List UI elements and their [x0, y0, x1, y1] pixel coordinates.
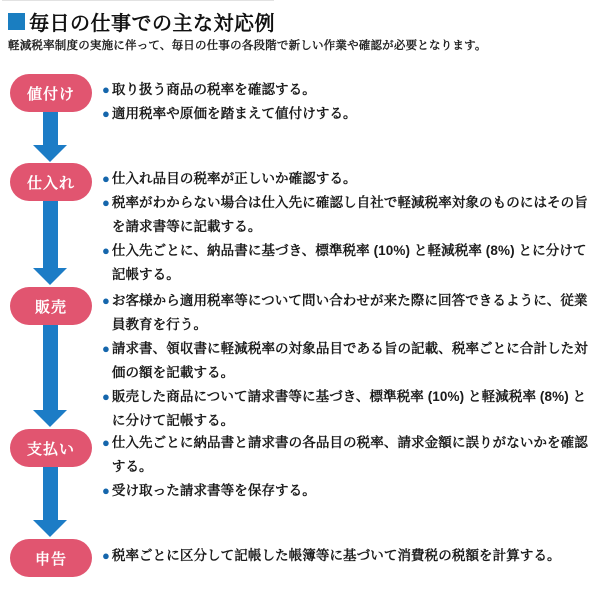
note-text: 適用税率や原価を踏まえて値付けする。 [111, 106, 357, 121]
stage-pill-filing: 申告 [10, 539, 92, 577]
bullet-icon: ● [102, 82, 110, 97]
bullet-icon: ● [102, 106, 110, 121]
stage-notes-pricing [102, 78, 596, 126]
stage-pill-payment: 支払い [10, 429, 92, 467]
stage-pill-pricing: 値付け [10, 74, 92, 112]
note-text: 仕入れ品目の税率が正しいか確認する。 [111, 171, 357, 186]
down-arrow-icon [26, 318, 74, 427]
note-text: 仕入先ごとに、納品書に基づき、標準税率 (10%) と軽減税率 (8%) とに分けて記帳する。 [111, 243, 587, 282]
note-item [102, 78, 596, 102]
bullet-icon: ● [102, 293, 110, 308]
bullet-icon: ● [102, 548, 110, 563]
bullet-icon: ● [102, 341, 110, 356]
arrow-shaft [43, 460, 58, 520]
bullet-icon: ● [102, 171, 110, 186]
note-text: 税率ごとに区分して記帳した帳簿等に基づいて消費税の税額を計算する。 [111, 548, 561, 563]
stage-notes-filing [102, 544, 596, 568]
note-text: 仕入先ごとに納品書と請求書の各品目の税率、請求金額に誤りがないかを確認する。 [111, 435, 588, 474]
bullet-icon: ● [102, 435, 110, 450]
note-item [102, 167, 596, 191]
note-item [102, 385, 596, 433]
bullet-icon: ● [102, 243, 110, 258]
arrow-shaft [43, 318, 58, 410]
note-item [102, 102, 596, 126]
arrow-head [33, 145, 67, 162]
stage-notes-purchasing [102, 167, 596, 287]
page-subtitle: 軽減税率制度の実施に伴って、毎日の仕事の各段階で新しい作業や確認が必要となります。 [8, 40, 487, 52]
note-text: 受け取った請求書等を保存する。 [111, 483, 316, 498]
note-item [102, 479, 596, 503]
arrow-head [33, 520, 67, 537]
note-text: 取り扱う商品の税率を確認する。 [111, 82, 316, 97]
bullet-icon: ● [102, 483, 110, 498]
down-arrow-icon [26, 460, 74, 537]
arrow-head [33, 268, 67, 285]
note-item [102, 431, 596, 479]
title-square-icon [8, 13, 25, 30]
note-item [102, 191, 596, 239]
note-item [102, 544, 596, 568]
page-title: 毎日の仕事での主な対応例 [29, 13, 275, 35]
note-text: 販売した商品について請求書等に基づき、標準税率 (10%) と軽減税率 (8%) とに分けて記帳する。 [111, 389, 587, 428]
note-item [102, 239, 596, 287]
stage-pill-sales: 販売 [10, 287, 92, 325]
page-header [8, 7, 275, 36]
arrow-shaft [43, 195, 58, 268]
arrow-head [33, 410, 67, 427]
bullet-icon: ● [102, 195, 110, 210]
note-item [102, 337, 596, 385]
top-divider-line [2, 0, 274, 1]
down-arrow-icon [26, 106, 74, 162]
note-text: お客様から適用税率等について問い合わせが来た際に回答できるように、従業員教育を行う。 [111, 293, 588, 332]
stage-notes-sales [102, 289, 596, 433]
note-item [102, 289, 596, 337]
note-text: 請求書、領収書に軽減税率の対象品目である旨の記載、税率ごとに合計した対価の額を記載する。 [111, 341, 588, 380]
stage-notes-payment [102, 431, 596, 503]
note-text: 税率がわからない場合は仕入先に確認し自社で軽減税率対象のものにはその旨を請求書等に記載する。 [111, 195, 588, 234]
stage-pill-purchasing: 仕入れ [10, 163, 92, 201]
bullet-icon: ● [102, 389, 110, 404]
down-arrow-icon [26, 195, 74, 285]
